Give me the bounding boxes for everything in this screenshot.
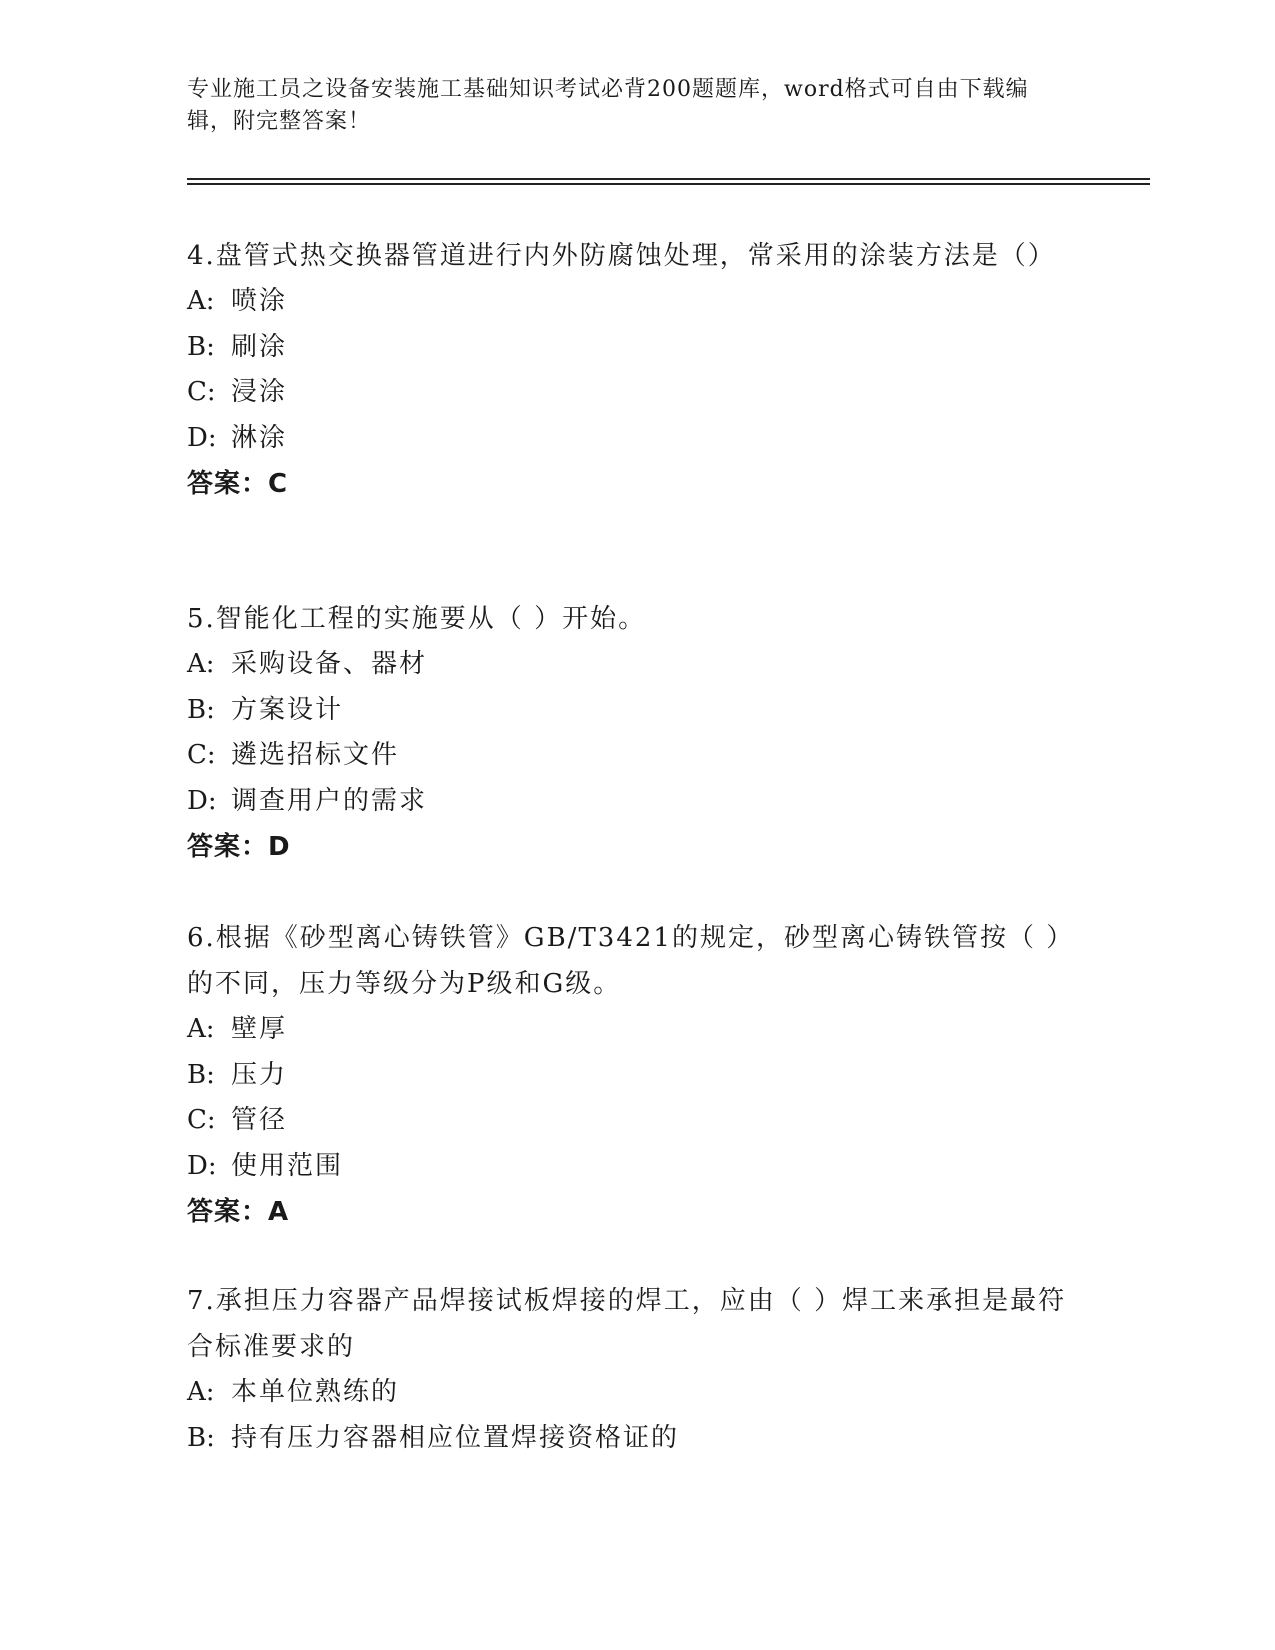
option-a [187,279,1087,325]
question-4 [187,233,1087,507]
question-7 [187,1278,1087,1461]
option-d [187,416,1087,462]
option-key: B: [187,1422,215,1453]
option-text: 压力 [231,1059,288,1090]
option-text: 调查用户的需求 [231,785,428,816]
option-key: A: [187,1014,215,1044]
option-text: 管径 [231,1105,288,1135]
option-text: 采购设备、器材 [231,649,428,679]
option-a [187,642,1087,688]
question-stem: 7.承担压力容器产品焊接试板焊接的焊工，应由（ ）焊工来承担是最符合标准要求的 [187,1286,1067,1362]
question-stem: 5.智能化工程的实施要从（ ）开始。 [187,604,647,634]
answer: 答案：D [187,832,291,862]
answer: 答案：C [187,469,289,499]
option-text: 持有压力容器相应位置焊接资格证的 [231,1422,680,1453]
option-c [187,1098,1087,1144]
option-text: 方案设计 [231,694,344,725]
option-text: 壁厚 [231,1014,288,1044]
option-key: B: [187,331,215,362]
option-key: A: [187,1377,215,1407]
question-stem: 4.盘管式热交换器管道进行内外防腐蚀处理，常采用的涂装方法是（） [187,241,1056,271]
option-c [187,370,1087,416]
option-b [187,1053,1087,1099]
option-text: 喷涂 [231,286,288,316]
option-key: A: [187,286,215,316]
question-6 [187,915,1087,1235]
option-a [187,1007,1087,1053]
option-text: 遴选招标文件 [231,740,400,770]
option-b [187,688,1087,734]
option-b [187,1416,1087,1462]
answer: 答案：A [187,1197,290,1227]
option-key: C: [187,740,216,770]
option-text: 使用范围 [231,1150,344,1181]
option-text: 刷涂 [231,331,288,362]
option-a [187,1370,1087,1416]
header-divider-bottom [187,183,1150,185]
option-text: 本单位熟练的 [231,1377,400,1407]
option-d [187,1144,1087,1190]
option-key: D: [187,785,217,816]
option-key: C: [187,377,216,407]
option-text: 淋涂 [231,422,288,453]
header-divider-top [187,178,1150,180]
option-key: D: [187,422,217,453]
option-key: A: [187,649,215,679]
option-c [187,733,1087,779]
option-key: B: [187,694,215,725]
option-key: C: [187,1105,216,1135]
option-key: D: [187,1150,217,1181]
question-stem: 6.根据《砂型离心铸铁管》GB/T3421的规定，砂型离心铸铁管按（ ）的不同，压力等级分为P级和G级。 [187,923,1075,999]
option-b [187,325,1087,371]
option-key: B: [187,1059,215,1090]
question-5 [187,596,1087,870]
option-text: 浸涂 [231,377,288,407]
option-d [187,779,1087,825]
document-header: 专业施工员之设备安装施工基础知识考试必背200题题库，word格式可自由下载编辑，附完整答案！ [187,77,1029,134]
